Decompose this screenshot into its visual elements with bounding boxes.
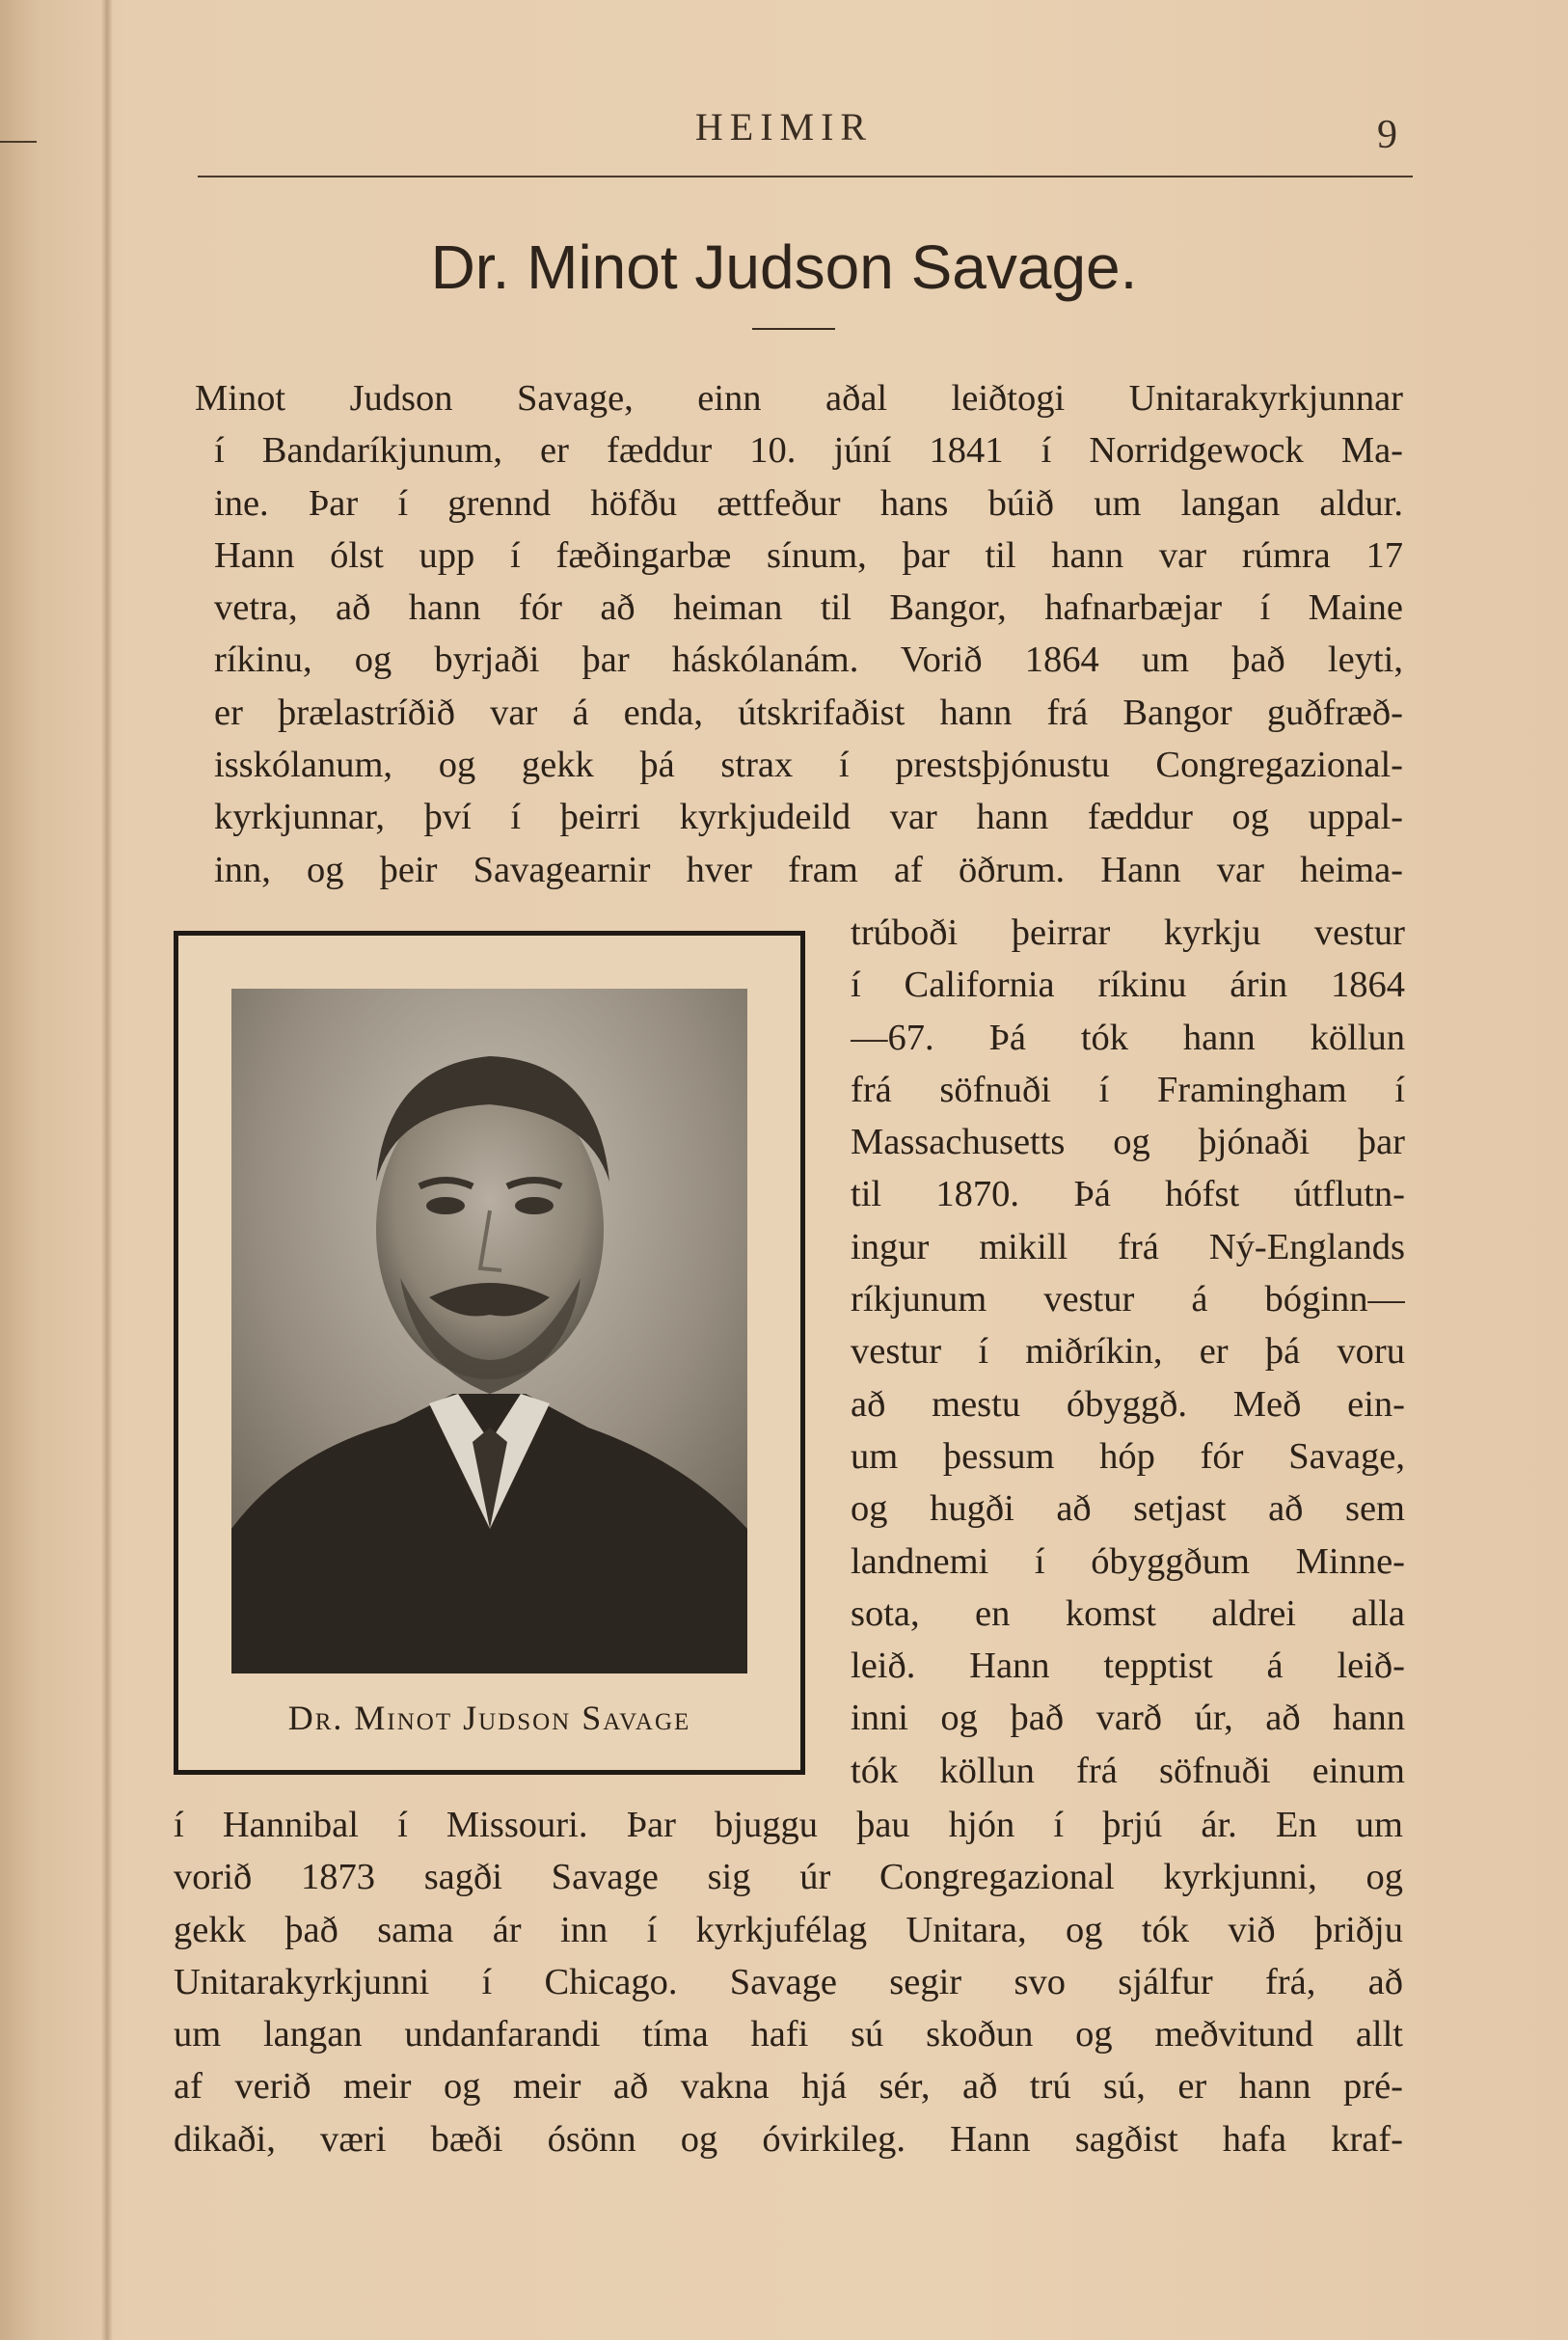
text-line: frá söfnuði í Framingham í xyxy=(851,1069,1405,1110)
text-line: um þessum hóp fór Savage, xyxy=(851,1435,1405,1477)
text-line: leið. Hann tepptist á leið- xyxy=(851,1646,1405,1687)
text-line: er þrælastríðið var á enda, útskrifaðist hann frá Bangor guðfræð- xyxy=(214,692,1403,733)
text-line: landnemi í óbyggðum Minne- xyxy=(851,1540,1405,1582)
bottom-paragraph xyxy=(174,1799,1403,2165)
side-column xyxy=(851,907,1405,1797)
portrait-illustration xyxy=(231,989,747,1673)
text-line: sota, en komst aldrei alla xyxy=(851,1592,1405,1634)
text-line: ingur mikill frá Ný-Englands xyxy=(851,1226,1405,1267)
title-rule xyxy=(752,328,835,330)
text-line: til 1870. Þá hófst útflutn- xyxy=(851,1174,1405,1215)
text-line: í California ríkinu árin 1864 xyxy=(851,965,1405,1006)
header-rule xyxy=(198,176,1413,177)
text-line: Massachusetts og þjónaði þar xyxy=(851,1122,1405,1163)
text-line: vorið 1873 sagði Savage sig úr Congregazional kyrkjunni, og xyxy=(174,1857,1403,1898)
text-line: gekk það sama ár inn í kyrkjufélag Unitara, og tók við þriðju xyxy=(174,1909,1403,1950)
book-spine-shadow xyxy=(101,0,113,2340)
text-line: af verið meir og meir að vakna hjá sér, að trú sú, er hann pré- xyxy=(174,2066,1403,2108)
portrait-photo xyxy=(231,989,747,1673)
text-line: —67. Þá tók hann köllun xyxy=(851,1017,1405,1058)
text-line: kyrkjunnar, því í þeirri kyrkjudeild var hann fæddur og uppal- xyxy=(214,797,1403,838)
text-line: Minot Judson Savage, einn aðal leiðtogi Unitarakyrkjunnar xyxy=(195,378,1403,419)
text-line: inn, og þeir Savagearnir hver fram af öðrum. Hann var heima- xyxy=(214,849,1403,890)
text-line: að mestu óbyggð. Með ein- xyxy=(851,1383,1405,1425)
text-line: dikaði, væri bæði ósönn og óvirkileg. Hann sagðist hafa kraf- xyxy=(174,2118,1403,2160)
intro-paragraph xyxy=(174,372,1403,896)
text-line: ríkinu, og byrjaði þar háskólanám. Vorið 1864 um það leyti, xyxy=(214,639,1403,681)
text-line: ine. Þar í grennd höfðu ættfeður hans búið um langan aldur. xyxy=(214,482,1403,524)
text-line: ríkjunum vestur á bóginn— xyxy=(851,1279,1405,1320)
article-title: Dr. Minot Judson Savage. xyxy=(430,232,1138,302)
text-line: Hann ólst upp í fæðingarbæ sínum, þar til hann var rúmra 17 xyxy=(214,534,1403,576)
text-line: um langan undanfarandi tíma hafi sú skoðun og meðvitund allt xyxy=(174,2014,1403,2055)
portrait-caption: Dr. Minot Judson Savage xyxy=(287,1699,691,1737)
text-line: trúboði þeirrar kyrkju vestur xyxy=(851,912,1405,953)
text-line: tók köllun frá söfnuði einum xyxy=(851,1750,1405,1791)
text-line: isskólanum, og gekk þá strax í prestsþjónustu Congregazional- xyxy=(214,745,1403,786)
text-line: inni og það varð úr, að hann xyxy=(851,1698,1405,1739)
text-line: vestur í miðríkin, er þá voru xyxy=(851,1331,1405,1373)
text-line: vetra, að hann fór að heiman til Bangor, hafnarbæjar í Maine xyxy=(214,587,1403,629)
text-line: Unitarakyrkjunni í Chicago. Savage segir svo sjálfur frá, að xyxy=(174,1961,1403,2002)
text-line: í Bandaríkjunum, er fæddur 10. júní 1841 í Norridgewock Ma- xyxy=(214,430,1403,472)
page-number: 9 xyxy=(1377,113,1397,157)
running-title: HEIMIR xyxy=(694,105,874,149)
text-line: og hugði að setjast að sem xyxy=(851,1488,1405,1530)
text-line: í Hannibal í Missouri. Þar bjuggu þau hjón í þrjú ár. En um xyxy=(174,1805,1403,1845)
